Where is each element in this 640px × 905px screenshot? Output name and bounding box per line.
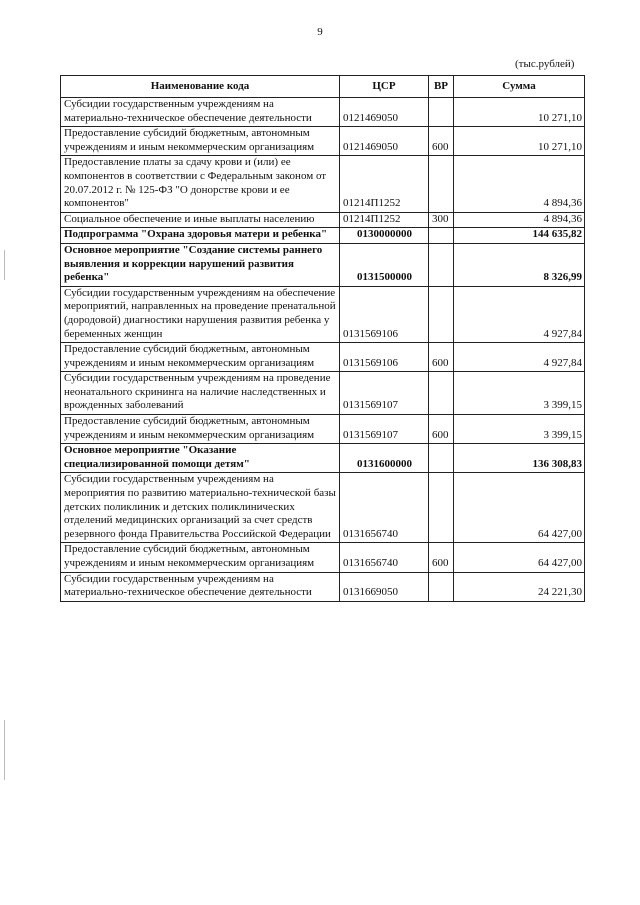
cell-name: Основное мероприятие "Создание системы раннего выявления и коррекции нарушений развития ребенка" [61,243,340,286]
table-row [61,243,585,286]
table-row [61,212,585,228]
cell-vr: 600 [429,343,454,372]
header-name: Наименование кода [61,76,340,98]
cell-amount: 10 271,10 [454,98,585,127]
cell-name: Субсидии государственным учреждениям на материально-техническое обеспечение деятельности [61,572,340,601]
cell-amount: 64 427,00 [454,543,585,572]
cell-amount: 4 927,84 [454,286,585,342]
cell-name: Субсидии государственным учреждениям на мероприятия по развитию материально-технической базы детских поликлиник и детских поликлинических отделений медицинских организаций за счет средств резервного фонда Правительства Российской Федерации [61,473,340,543]
scan-edge-mark [4,250,5,280]
cell-amount: 136 308,83 [454,444,585,473]
cell-csr: 0121469050 [340,98,429,127]
table-row [61,415,585,444]
cell-csr: 0131656740 [340,473,429,543]
table-row [61,473,585,543]
table-row [61,156,585,212]
budget-table [60,75,585,602]
page-number: 9 [317,26,323,38]
table-row [61,343,585,372]
cell-name: Основное мероприятие "Оказание специализированной помощи детям" [61,444,340,473]
cell-name: Субсидии государственным учреждениям на материально-техническое обеспечение деятельности [61,98,340,127]
header-amount: Сумма [454,76,585,98]
table-row [61,444,585,473]
cell-csr: 0131569107 [340,415,429,444]
cell-name: Подпрограмма "Охрана здоровья матери и ребенка" [61,228,340,244]
cell-csr: 01214П1252 [340,156,429,212]
cell-vr [429,286,454,342]
header-vr: ВР [429,76,454,98]
cell-amount: 144 635,82 [454,228,585,244]
cell-vr [429,98,454,127]
cell-csr: 0131656740 [340,543,429,572]
cell-amount: 4 894,36 [454,212,585,228]
cell-csr: 0130000000 [340,228,429,244]
cell-name: Предоставление субсидий бюджетным, автономным учреждениям и иным некоммерческим организациям [61,343,340,372]
table-body [61,98,585,602]
cell-vr [429,243,454,286]
cell-csr: 0131500000 [340,243,429,286]
cell-csr: 0131600000 [340,444,429,473]
cell-vr: 600 [429,127,454,156]
cell-csr: 0131569106 [340,343,429,372]
table-row [61,572,585,601]
cell-vr [429,473,454,543]
units-label: (тыс.рублей) [515,58,575,70]
table-row [61,286,585,342]
cell-name: Субсидии государственным учреждениям на проведение неонатального скрининга на наличие наследственных и врожденных заболеваний [61,372,340,415]
cell-amount: 4 927,84 [454,343,585,372]
table-row [61,127,585,156]
cell-vr [429,156,454,212]
cell-vr [429,228,454,244]
cell-name: Предоставление платы за сдачу крови и (или) ее компонентов в соответствии с Федеральным законом от 20.07.2012 г. № 125-ФЗ "О донорстве крови и ее компонентов" [61,156,340,212]
cell-amount: 64 427,00 [454,473,585,543]
cell-csr: 0131669050 [340,572,429,601]
cell-amount: 10 271,10 [454,127,585,156]
cell-vr [429,372,454,415]
cell-vr [429,444,454,473]
table-row [61,372,585,415]
cell-vr: 300 [429,212,454,228]
cell-csr: 0131569107 [340,372,429,415]
scan-edge-mark [4,720,5,780]
cell-amount: 24 221,30 [454,572,585,601]
cell-name: Предоставление субсидий бюджетным, автономным учреждениям и иным некоммерческим организациям [61,543,340,572]
cell-name: Предоставление субсидий бюджетным, автономным учреждениям и иным некоммерческим организациям [61,127,340,156]
cell-amount: 3 399,15 [454,415,585,444]
cell-vr [429,572,454,601]
table-row [61,98,585,127]
table-row [61,543,585,572]
cell-vr: 600 [429,415,454,444]
header-csr: ЦСР [340,76,429,98]
cell-csr: 0131569106 [340,286,429,342]
cell-amount: 4 894,36 [454,156,585,212]
cell-amount: 3 399,15 [454,372,585,415]
cell-name: Субсидии государственным учреждениям на обеспечение мероприятий, направленных на проведение пренатальной (дородовой) диагностики нарушения развития ребенка у беременных женщин [61,286,340,342]
cell-amount: 8 326,99 [454,243,585,286]
table-header-row [61,76,585,98]
table-row [61,228,585,244]
cell-name: Социальное обеспечение и иные выплаты населению [61,212,340,228]
cell-csr: 0121469050 [340,127,429,156]
cell-vr: 600 [429,543,454,572]
cell-csr: 01214П1252 [340,212,429,228]
cell-name: Предоставление субсидий бюджетным, автономным учреждениям и иным некоммерческим организациям [61,415,340,444]
